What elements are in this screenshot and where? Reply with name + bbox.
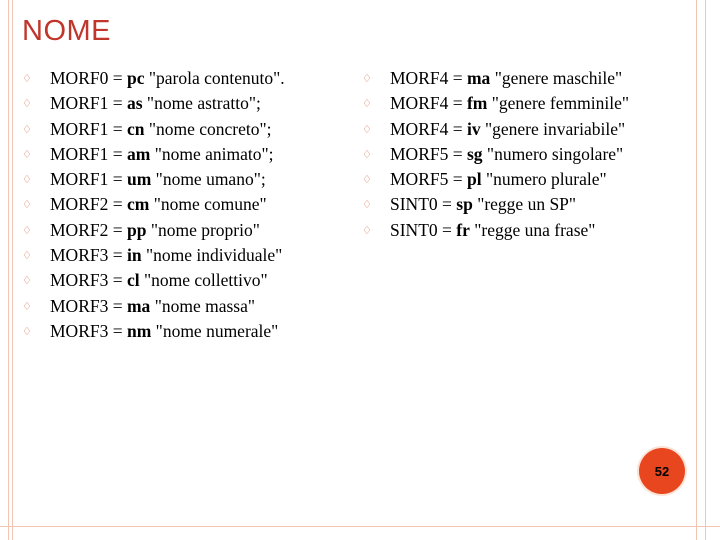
bullet-diamond-icon: ♢ — [22, 325, 32, 338]
bullet-item — [22, 167, 285, 192]
item-code: am — [126, 143, 151, 164]
bullet-diamond-icon: ♢ — [362, 98, 372, 111]
bullet-item — [22, 142, 285, 167]
bullet-item — [362, 66, 629, 91]
bullet-diamond-icon: ♢ — [362, 148, 372, 161]
page-number-badge: 52 — [639, 448, 685, 494]
item-code: sp — [456, 194, 473, 215]
item-description: "regge una frase" — [469, 219, 596, 240]
item-prefix: MORF4 = — [390, 93, 467, 114]
right-bullet-list — [362, 66, 629, 243]
item-description: "nome collettivo" — [139, 270, 268, 291]
bullet-diamond-icon: ♢ — [362, 224, 372, 237]
item-code: cl — [126, 270, 140, 291]
item-code: cm — [126, 194, 150, 215]
item-prefix: MORF3 = — [50, 245, 127, 266]
item-description: "nome massa" — [150, 295, 255, 316]
item-prefix: MORF3 = — [50, 320, 127, 341]
bullet-diamond-icon: ♢ — [362, 199, 372, 212]
item-code: pl — [466, 169, 482, 190]
bullet-diamond-icon: ♢ — [22, 224, 32, 237]
frame-line-right — [705, 0, 706, 540]
bullet-diamond-icon: ♢ — [22, 123, 32, 136]
item-description: "genere femminile" — [487, 93, 629, 114]
bullet-item — [22, 243, 285, 268]
item-code: pc — [126, 68, 145, 88]
bullet-item — [362, 91, 629, 116]
item-code: fm — [466, 93, 488, 114]
item-prefix: MORF4 = — [390, 68, 467, 88]
item-description: "nome individuale" — [141, 245, 283, 266]
item-code: um — [126, 169, 152, 190]
item-code: fr — [456, 219, 470, 240]
bullet-diamond-icon: ♢ — [22, 174, 32, 187]
bullet-item — [22, 192, 285, 217]
bullet-item — [22, 66, 285, 91]
item-description: "numero singolare" — [482, 143, 624, 164]
bullet-item — [22, 294, 285, 319]
frame-line-left — [8, 0, 9, 540]
left-bullet-list — [22, 66, 285, 344]
item-description: "nome astratto"; — [142, 93, 261, 114]
bullet-diamond-icon: ♢ — [22, 199, 32, 212]
bullet-item — [22, 319, 285, 344]
item-prefix: MORF4 = — [390, 118, 467, 139]
item-description: "nome proprio" — [146, 219, 260, 240]
bullet-diamond-icon: ♢ — [22, 275, 32, 288]
bullet-diamond-icon: ♢ — [22, 148, 32, 161]
item-description: "nome animato"; — [150, 143, 274, 164]
bullet-diamond-icon: ♢ — [22, 73, 32, 85]
item-prefix: MORF1 = — [50, 118, 127, 139]
item-code: cn — [126, 118, 145, 139]
item-description: "numero plurale" — [481, 169, 607, 190]
item-prefix: MORF3 = — [50, 295, 127, 316]
frame-line-right-inner — [696, 0, 697, 540]
item-code: nm — [126, 320, 152, 341]
bullet-diamond-icon: ♢ — [362, 123, 372, 136]
item-prefix: MORF2 = — [50, 219, 127, 240]
bullet-item — [22, 268, 285, 293]
item-prefix: MORF0 = — [50, 68, 127, 88]
item-description: "nome concreto"; — [144, 118, 272, 139]
item-description: "nome numerale" — [151, 320, 279, 341]
bullet-item — [362, 142, 629, 167]
frame-line-bottom — [0, 526, 720, 527]
item-description: "regge un SP" — [472, 194, 577, 215]
slide-title: NOME — [22, 15, 111, 47]
bullet-diamond-icon: ♢ — [22, 98, 32, 111]
bullet-item — [22, 218, 285, 243]
item-prefix: MORF1 = — [50, 143, 127, 164]
item-code: iv — [466, 118, 481, 139]
bullet-item — [362, 117, 629, 142]
bullet-item — [362, 218, 629, 243]
item-prefix: MORF5 = — [390, 143, 467, 164]
item-code: pp — [126, 219, 147, 240]
bullet-item — [362, 192, 629, 217]
frame-line-left-inner — [12, 0, 13, 540]
item-prefix: SINT0 = — [390, 194, 457, 215]
item-description: "nome comune" — [149, 194, 267, 215]
bullet-item — [22, 91, 285, 116]
item-description: "parola contenuto". — [144, 68, 285, 88]
item-code: sg — [466, 143, 483, 164]
bullet-diamond-icon: ♢ — [22, 250, 32, 263]
item-prefix: SINT0 = — [390, 219, 457, 240]
item-prefix: MORF5 = — [390, 169, 467, 190]
item-description: "nome umano"; — [151, 169, 266, 190]
item-prefix: MORF2 = — [50, 194, 127, 215]
item-prefix: MORF1 = — [50, 169, 127, 190]
bullet-item — [362, 167, 629, 192]
item-prefix: MORF3 = — [50, 270, 127, 291]
item-code: as — [126, 93, 143, 114]
bullet-diamond-icon: ♢ — [362, 73, 372, 85]
item-description: "genere maschile" — [490, 68, 623, 88]
item-code: ma — [126, 295, 151, 316]
bullet-item — [22, 117, 285, 142]
bullet-diamond-icon: ♢ — [362, 174, 372, 187]
bullet-diamond-icon: ♢ — [22, 300, 32, 313]
item-code: in — [126, 245, 142, 266]
item-code: ma — [466, 68, 491, 88]
item-description: "genere invariabile" — [480, 118, 626, 139]
item-prefix: MORF1 = — [50, 93, 127, 114]
